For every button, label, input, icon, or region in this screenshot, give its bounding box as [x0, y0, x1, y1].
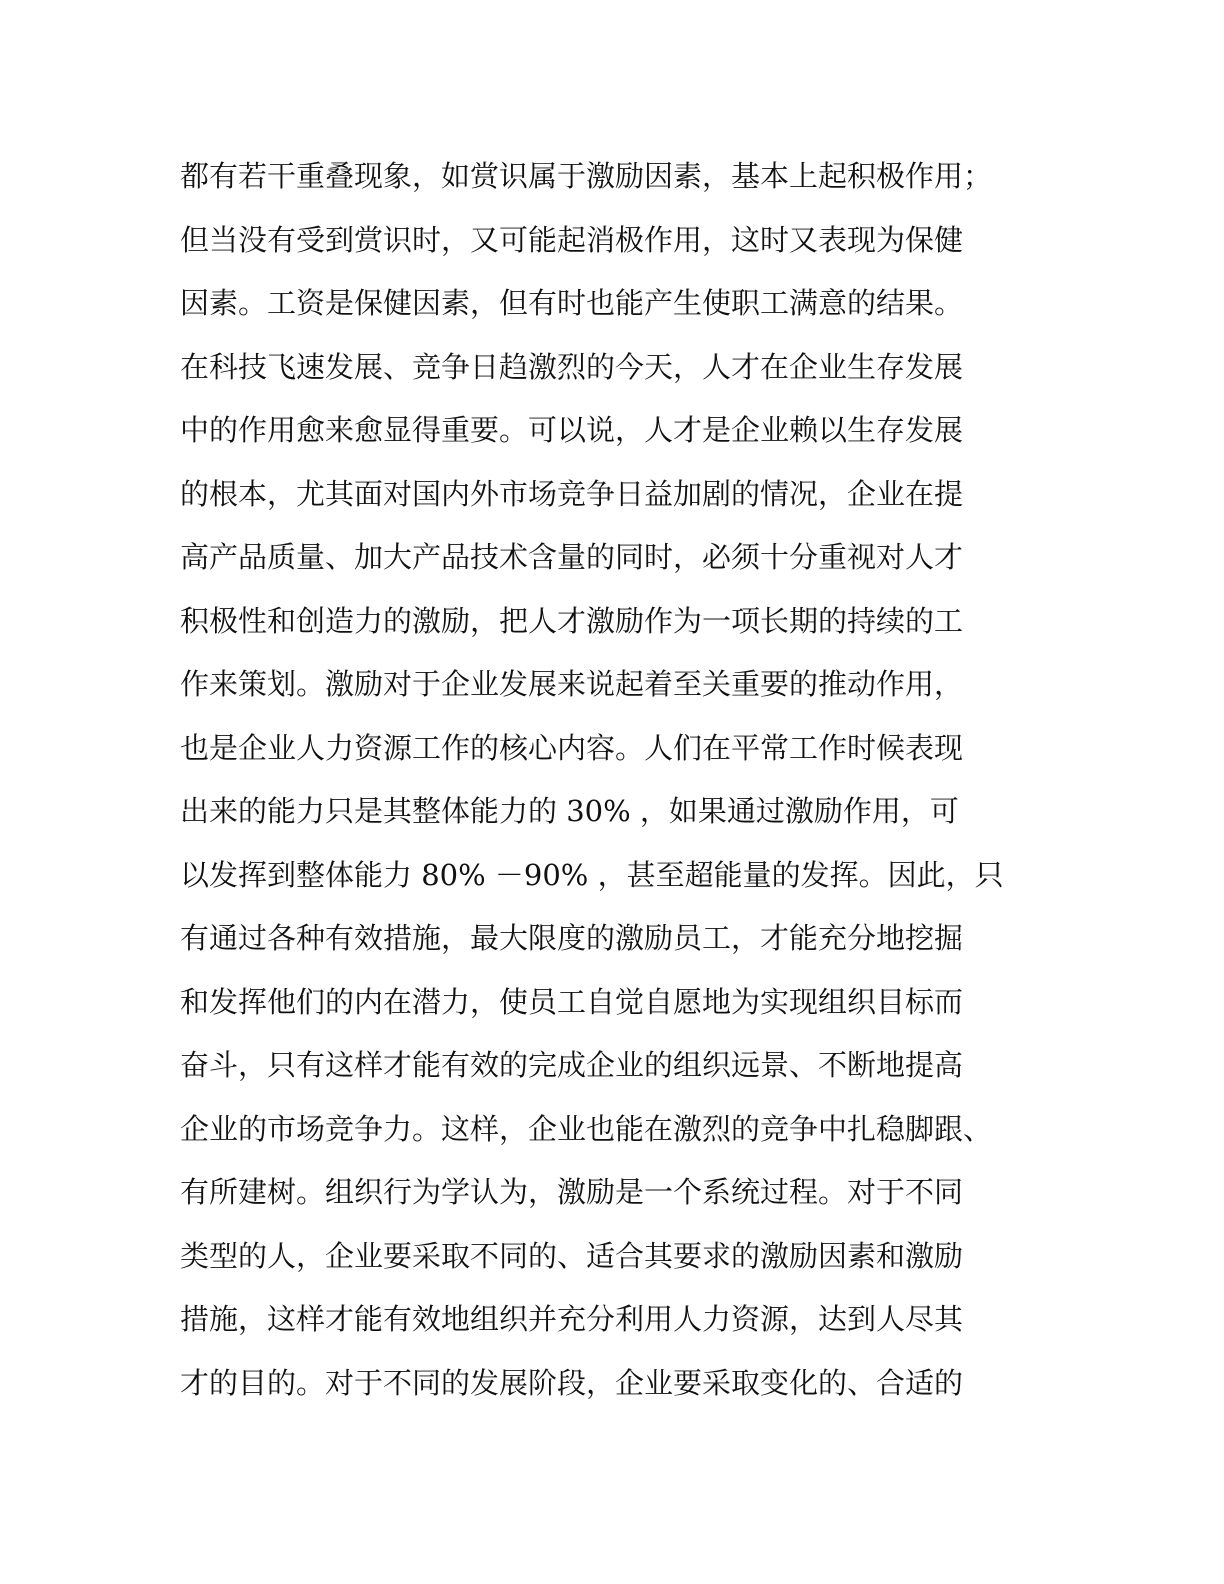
text-line: 在科技飞速发展、竞争日趋激烈的今天，人才在企业生存发展 [180, 349, 964, 384]
text-line: 高产品质量、加大产品技术含量的同时，必须十分重视对人才 [180, 540, 964, 574]
text-line: 有所建树。组织行为学认为，激励是一个系统过程。对于不同 [180, 1175, 964, 1209]
text-line: 措施，这样才能有效地组织并充分利用人力资源，达到人尽其 [180, 1302, 964, 1336]
text-line: 中的作用愈来愈显得重要。可以说，人才是企业赖以生存发展 [180, 413, 964, 447]
text-line: 因素。工资是保健因素，但有时也能产生使职工满意的结果。 [180, 286, 964, 320]
text-line: 但当没有受到赏识时，又可能起消极作用，这时又表现为保健 [180, 222, 964, 257]
text-line: 以发挥到整体能力 80% －90% ，甚至超能量的发挥。因此，只 [180, 857, 1004, 892]
text-line: 积极性和创造力的激励，把人才激励作为一项长期的持续的工 [180, 603, 964, 638]
body-text [180, 145, 1080, 1415]
text-line: 企业的市场竞争力。这样，企业也能在激烈的竞争中扎稳脚跟、 [180, 1111, 993, 1146]
text-line: 出来的能力只是其整体能力的 30% ，如果通过激励作用，可 [180, 794, 959, 828]
text-line: 的根本，尤其面对国内外市场竞争日益加剧的情况，企业在提 [180, 476, 964, 511]
text-line: 类型的人，企业要采取不同的、适合其要求的激励因素和激励 [180, 1238, 964, 1273]
text-line: 奋斗，只有这样才能有效的完成企业的组织远景、不断地提高 [180, 1048, 964, 1082]
text-line: 有通过各种有效措施，最大限度的激励员工，才能充分地挖掘 [180, 921, 964, 955]
text-line: 也是企业人力资源工作的核心内容。人们在平常工作时候表现 [180, 730, 964, 765]
text-line: 作来策划。激励对于企业发展来说起着至关重要的推动作用， [180, 667, 964, 701]
text-line: 都有若干重叠现象，如赏识属于激励因素，基本上起积极作用； [180, 159, 993, 193]
text-line: 和发挥他们的内在潜力，使员工自觉自愿地为实现组织目标而 [180, 984, 964, 1019]
text-line: 才的目的。对于不同的发展阶段，企业要采取变化的、合适的 [180, 1365, 964, 1400]
